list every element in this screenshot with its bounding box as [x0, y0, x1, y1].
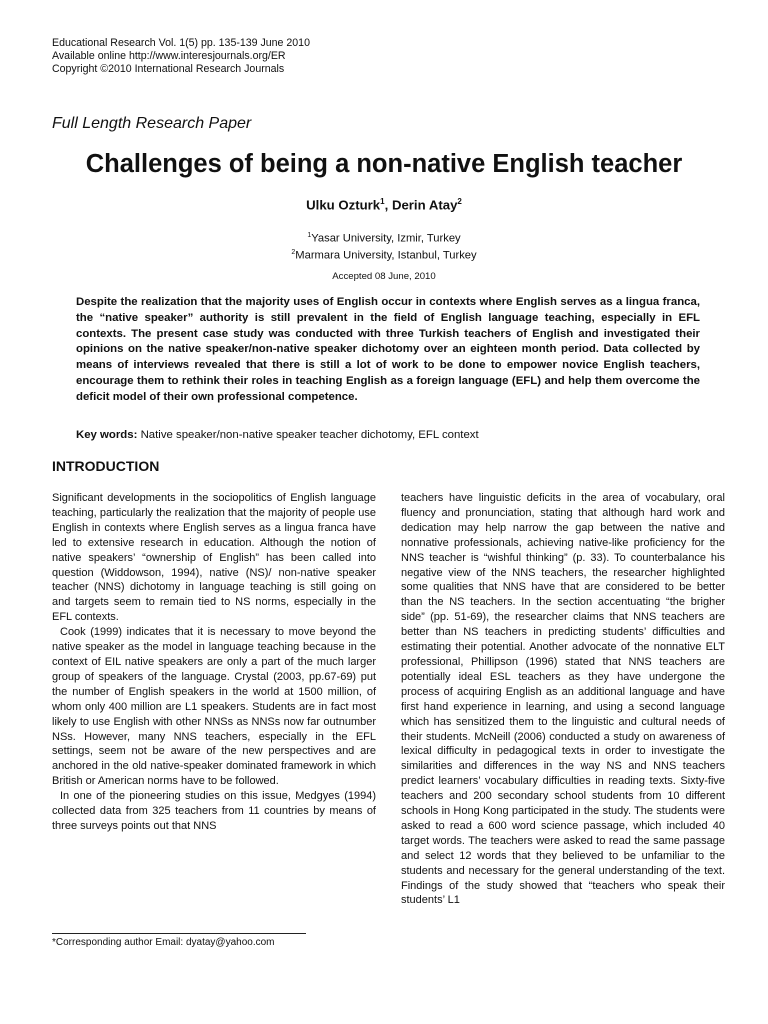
journal-copyright: Copyright ©2010 International Research Journals	[52, 63, 285, 75]
journal-header	[52, 37, 310, 76]
affiliation-2-mark: 2	[291, 248, 296, 256]
author-2: Derin Atay	[391, 197, 458, 213]
left-column	[52, 491, 376, 834]
keywords	[76, 429, 700, 441]
footnote-divider	[52, 933, 306, 934]
keywords-text: Native speaker/non-native speaker teacher dichotomy, EFL context	[137, 429, 479, 441]
paragraph: In one of the pioneering studies on this issue, Medgyes (1994) collected data from 325 teachers from 11 countries by means of three surveys points out that NNS	[52, 790, 376, 832]
paper-type: Full Length Research Paper	[52, 115, 252, 132]
journal-citation: Educational Research Vol. 1(5) pp. 135-139 June 2010	[52, 37, 310, 49]
section-heading-introduction: INTRODUCTION	[52, 458, 160, 474]
paragraph: Cook (1999) indicates that it is necessary to move beyond the native speaker as the model in language teaching because in the context of EIL native speakers are only a part of the much larger group of speakers of the language. Crystal (2003, pp.67-69) put the number of English speakers in the world at 1500 million, of whom only 400 million are L1 speakers. Students are in fact most likely to use English with other NNSs as NNSs now far outnumber NSs. However, many NNS teachers, especially in the EFL settings, seem not be aware of the new perspectives and are anchored in the old native-speaker dominated framework in which British or American norms have to be followed.	[52, 626, 376, 788]
paragraph: teachers have linguistic deficits in the area of vocabulary, oral fluency and pronunciation, stating that although hard work and dedication may help narrow the gap between the native and nonnative professionals, achieving native-like proficiency for the NNS teacher is “wishful thinking” (p. 33). To counterbalance his negative view of the NNS teachers, the researcher highlighted some qualities that NNS have that are considered to be better than the NS teachers. In the section accentuating “the brigher side” (pp. 51-69), the researcher claims that NNS teachers are better than NS teachers in predicting students’ difficulties and estimating their potential. Another advocate of the nonnative ELT professional, Phillipson (1996) stated that NNS teachers are potentially ideal ESL teachers as they have undergone the process of acquiring English as an additional language and have first hand experience in learning, and using a second language which has sensitized them to the linguistic and cultural needs of their students. McNeill (2006) conducted a study on awareness of lexical difficulty in pedagogical texts in order to investigate the similarities and differences in the way NS and NNS teachers predict learners’ vocabulary difficulties in reading texts. Sixty-five teachers and 200 secondary school students from 10 different schools in Hong Kong participated in the study. The students were asked to read a 600 word science passage, which included 40 target words. The teachers were asked to read the same passage and select 12 words that they believed to be unfamiliar to the students and necessary for the general understanding of the text. Findings of the study showed that “teachers who speak their students’ L1	[401, 492, 725, 907]
affiliation-1-mark: 1	[307, 232, 312, 239]
author-separator: ,	[384, 197, 392, 213]
author-1-affil-mark: 1	[380, 197, 385, 206]
affiliation-1-text: Yasar University, Izmir, Turkey	[311, 232, 461, 245]
affiliations	[0, 229, 768, 262]
accepted-date: Accepted 08 June, 2010	[332, 271, 436, 282]
author-1: Ulku Ozturk	[306, 197, 381, 213]
authors	[0, 197, 768, 212]
footnote-corresponding-author: *Corresponding author Email: dyatay@yahoo.com	[52, 937, 275, 948]
journal-url: Available online http://www.interesjournals.org/ER	[52, 50, 286, 62]
affiliation-2	[0, 246, 768, 263]
affiliation-1	[0, 229, 768, 246]
paragraph: Significant developments in the sociopolitics of English language teaching, particularly the realization that the majority of people use English in contexts where English serves as a lingua franca have led to extensive research in education. Although the notion of native speakers’ “ownership of English” has been called into question (Widdowson, 1994), native (NS)/ non-native speaker teacher (NNS) dichotomy in language teaching is still going on and targets seem to remain tied to NS norms, especially in the EFL contexts.	[52, 492, 376, 624]
abstract: Despite the realization that the majority uses of English occur in contexts where English serves as a lingua franca, the “native speaker” authority is still prevalent in the field of English language teaching, especially in EFL contexts. The present case study was conducted with three Turkish teachers of English and investigated their opinions on the native speaker/non-native speaker dichotomy over an eighteen month period. Data collected by means of interviews revealed that there is still a lot of work to be done to empower novice English teachers, encourage them to rethink their roles in teaching English as a foreign language (EFL) and help them overcome the deficit model of their own professional competence.	[76, 296, 700, 403]
paper-title: Challenges of being a non-native English teacher	[85, 150, 683, 178]
right-column	[401, 491, 725, 908]
author-2-affil-mark: 2	[457, 197, 462, 206]
keywords-label: Key words:	[76, 429, 138, 441]
affiliation-2-text: Marmara University, Istanbul, Turkey	[295, 249, 477, 262]
